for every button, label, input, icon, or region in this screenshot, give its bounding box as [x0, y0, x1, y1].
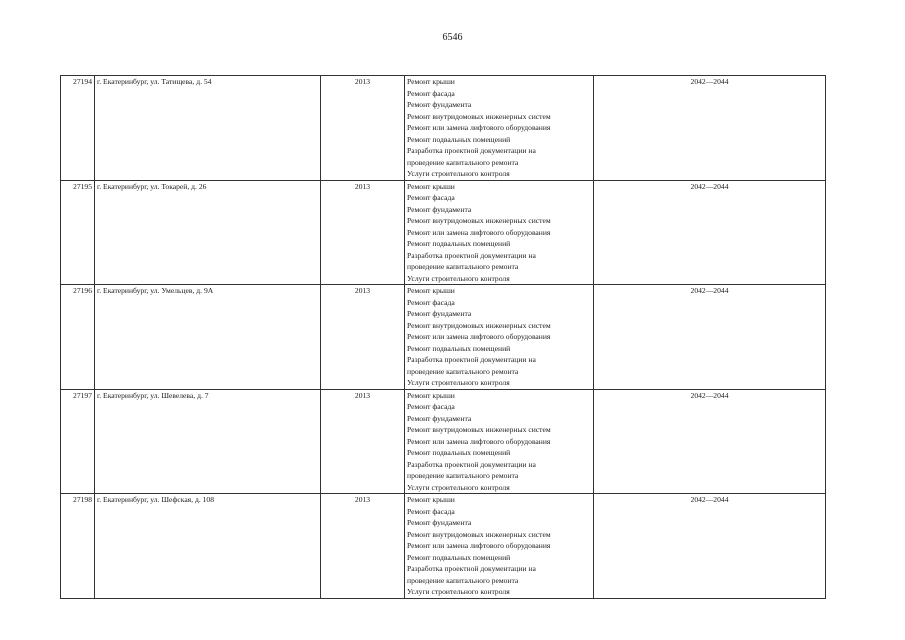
row-year: 2013: [321, 180, 405, 285]
work-item: Разработка проектной документации на: [407, 564, 536, 573]
work-item: Ремонт подвальных помещений: [407, 552, 511, 562]
work-item: Ремонт фундамента: [407, 204, 472, 214]
work-item: Ремонт фундамента: [407, 518, 472, 527]
work-item: Услуги строительного контроля: [407, 273, 510, 283]
registry-table: [60, 75, 826, 599]
row-address: г. Екатеринбург, ул. Токарей, д. 26: [95, 180, 321, 285]
work-item: проведение капитального ремонта: [407, 471, 519, 480]
row-year: 2013: [321, 76, 405, 181]
row-address: г. Екатеринбург, ул. Шевелева, д. 7: [95, 389, 321, 494]
row-number: 27198: [61, 494, 95, 599]
row-address: г. Екатеринбург, ул. Умельцев, д. 9А: [95, 285, 321, 390]
work-item: Ремонт подвальных помещений: [407, 448, 511, 457]
row-number: 27196: [61, 285, 95, 390]
row-number: 27197: [61, 389, 95, 494]
work-item: Ремонт фасада: [407, 402, 455, 411]
work-item: Разработка проектной документации на: [407, 146, 536, 155]
work-item: Ремонт крыши: [407, 390, 455, 400]
work-item: Ремонт фундамента: [407, 309, 472, 318]
work-item: Ремонт внутридомовых инженерных систем: [407, 111, 551, 121]
work-item: Ремонт или замена лифтового оборудования: [407, 123, 551, 132]
work-item: проведение капитального ремонта: [407, 262, 519, 271]
work-item: проведение капитального ремонта: [407, 575, 519, 585]
row-works: [405, 285, 594, 390]
work-item: Ремонт крыши: [407, 286, 455, 295]
work-item: проведение капитального ремонта: [407, 366, 519, 376]
work-item: Ремонт внутридомовых инженерных систем: [407, 529, 551, 539]
row-period: 2042—2044: [594, 76, 826, 181]
work-item: Разработка проектной документации на: [407, 250, 536, 260]
work-item: Ремонт фундамента: [407, 413, 472, 423]
page-number: 6546: [442, 32, 463, 43]
work-item: Ремонт фасада: [407, 506, 455, 516]
row-period: 2042—2044: [594, 494, 826, 599]
work-item: Ремонт фасада: [407, 88, 455, 98]
row-period: 2042—2044: [594, 389, 826, 494]
table-row: [61, 285, 826, 390]
work-item: Ремонт крыши: [407, 181, 455, 191]
row-number: 27194: [61, 76, 95, 181]
row-year: 2013: [321, 494, 405, 599]
row-period: 2042—2044: [594, 180, 826, 285]
work-item: Услуги строительного контроля: [407, 482, 510, 492]
work-item: Ремонт внутридомовых инженерных систем: [407, 216, 551, 225]
work-item: Услуги строительного контроля: [407, 378, 510, 387]
table-row: [61, 76, 826, 181]
work-item: Ремонт или замена лифтового оборудования: [407, 227, 551, 237]
work-item: Услуги строительного контроля: [407, 169, 510, 178]
row-works: [405, 494, 594, 599]
row-address: г. Екатеринбург, ул. Татищева, д. 54: [95, 76, 321, 181]
work-item: Ремонт подвальных помещений: [407, 134, 511, 144]
work-item: Ремонт подвальных помещений: [407, 239, 511, 248]
row-works: [405, 76, 594, 181]
work-item: Разработка проектной документации на: [407, 459, 536, 469]
work-item: Ремонт или замена лифтового оборудования: [407, 436, 551, 446]
row-period: 2042—2044: [594, 285, 826, 390]
row-address: г. Екатеринбург, ул. Шефская, д. 108: [95, 494, 321, 599]
work-item: Ремонт крыши: [407, 495, 455, 504]
work-item: Ремонт фундамента: [407, 100, 472, 109]
work-item: Ремонт внутридомовых инженерных систем: [407, 320, 551, 330]
table-row: [61, 389, 826, 494]
work-item: Ремонт подвальных помещений: [407, 343, 511, 353]
table-row: [61, 494, 826, 599]
work-item: Разработка проектной документации на: [407, 355, 536, 364]
work-item: Ремонт или замена лифтового оборудования: [407, 332, 551, 341]
work-item: Ремонт фасада: [407, 297, 455, 307]
work-item: Ремонт внутридомовых инженерных систем: [407, 425, 551, 434]
row-works: [405, 180, 594, 285]
work-item: проведение капитального ремонта: [407, 157, 519, 167]
row-works: [405, 389, 594, 494]
work-item: Ремонт фасада: [407, 193, 455, 202]
row-year: 2013: [321, 389, 405, 494]
work-item: Услуги строительного контроля: [407, 587, 510, 596]
work-item: Ремонт крыши: [407, 77, 455, 86]
table-row: [61, 180, 826, 285]
row-year: 2013: [321, 285, 405, 390]
row-number: 27195: [61, 180, 95, 285]
work-item: Ремонт или замена лифтового оборудования: [407, 541, 551, 550]
